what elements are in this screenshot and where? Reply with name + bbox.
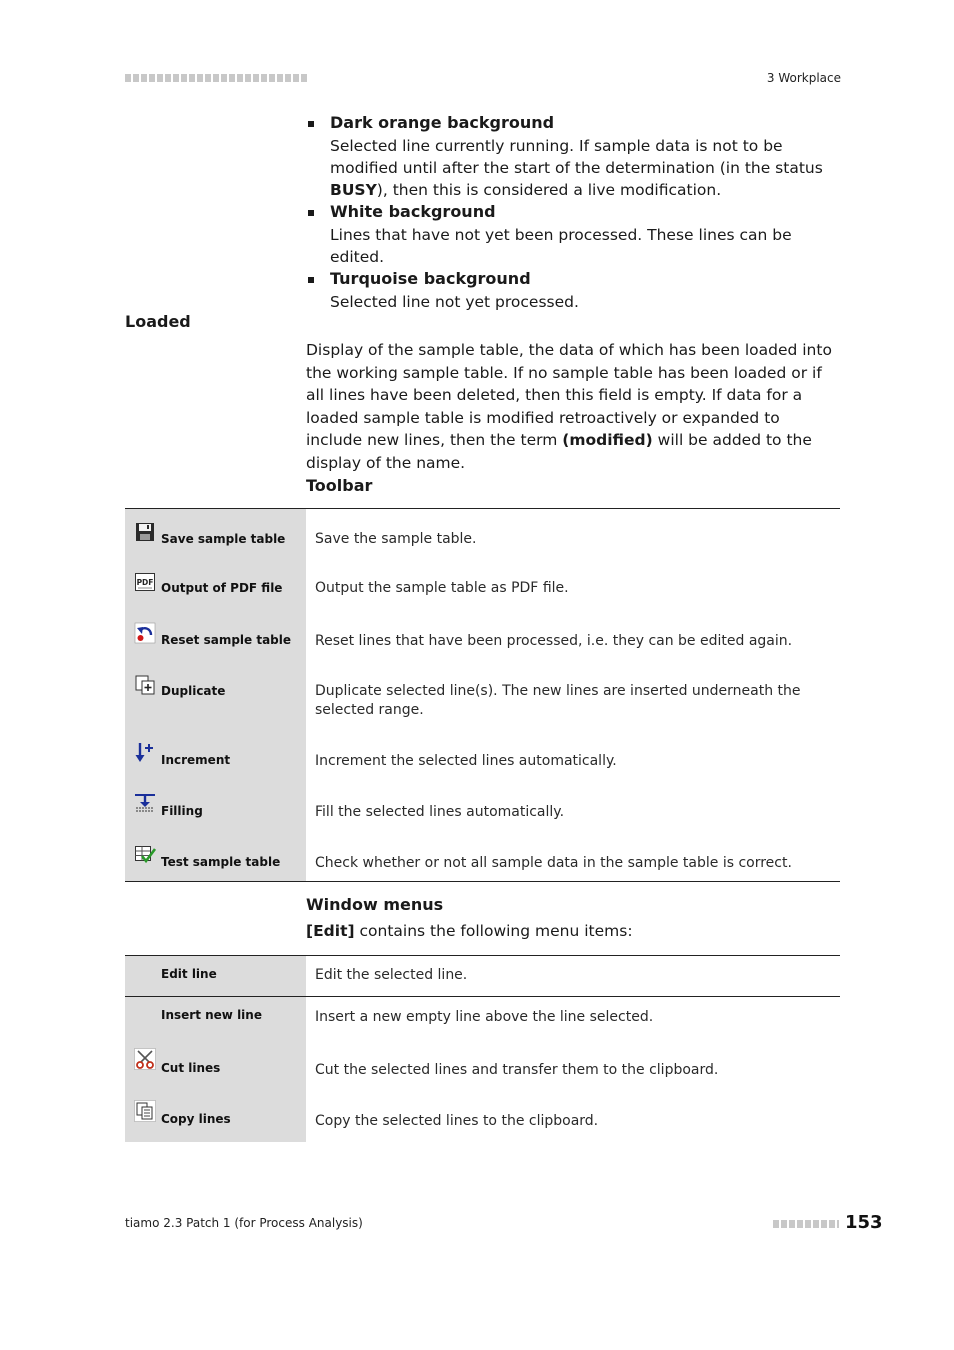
filling-icon [134, 792, 156, 814]
loaded-description: Display of the sample table, the data of which has been loaded into the working sample table. If no sample table has been loaded or if all lines have been deleted, then this field is empty. If data for a loaded sample table is modified retroactively or expanded to include new lines, then the term (modified) will be added to the display of the name. [306, 341, 832, 472]
svg-text:PDF: PDF [136, 578, 154, 587]
toolbar-item-label: Filling [161, 804, 203, 818]
loaded-heading: Loaded [125, 312, 191, 331]
list-item [306, 268, 846, 313]
table-cell-desc: Increment the selected lines automatically. [315, 753, 617, 769]
toolbar-item-label: Duplicate [161, 684, 226, 698]
menu-item-label: Cut lines [161, 1061, 221, 1075]
list-item-desc: Selected line not yet processed. [330, 292, 579, 311]
table-cell-label [125, 731, 306, 782]
table-row [125, 997, 840, 1042]
table-cell-desc: Copy the selected lines to the clipboard. [315, 1113, 599, 1129]
table-row [125, 611, 840, 663]
list-item [306, 201, 846, 268]
menu-item-label: Copy lines [161, 1112, 231, 1126]
save-icon [134, 521, 156, 543]
table-row [125, 782, 840, 833]
footer-decoration [773, 1220, 839, 1228]
table-row [125, 1092, 840, 1142]
menu-items-table [125, 955, 840, 1142]
table-cell-label [125, 560, 306, 611]
table-cell-label [125, 833, 306, 882]
bullet-icon [308, 121, 314, 127]
page-number: 153 [845, 1212, 883, 1233]
toolbar-item-label: Increment [161, 753, 231, 767]
table-cell-label [125, 956, 306, 997]
status-list [306, 112, 846, 313]
pdf-icon [134, 571, 156, 593]
menu-item-label: Insert new line [161, 1008, 262, 1022]
window-menus-heading: Window menus [306, 895, 444, 914]
bullet-icon [308, 277, 314, 283]
menu-item-label: Edit line [161, 967, 217, 981]
chapter-title: 3 Workplace [766, 71, 841, 85]
copy-icon [134, 1100, 156, 1122]
bullet-icon [308, 210, 314, 216]
toolbar-table [125, 508, 840, 882]
list-item-desc: Selected line currently running. If sample data is not to be modified until after the start of the determination (in the status BUSY), then this is considered a live modification. [330, 136, 823, 200]
table-row [125, 560, 840, 611]
table-row [125, 509, 840, 561]
header-decoration [125, 74, 307, 82]
table-cell-label [125, 611, 306, 663]
table-cell-desc: Reset lines that have been processed, i.e. they can be edited again. [315, 633, 793, 649]
table-cell-label [125, 509, 306, 561]
table-cell-label [125, 1041, 306, 1092]
list-item-desc: Lines that have not yet been processed. These lines can be edited. [330, 225, 792, 267]
table-cell-label [125, 1092, 306, 1142]
list-item-title: Turquoise background [330, 269, 531, 289]
list-item-title: White background [330, 202, 496, 222]
table-row [125, 731, 840, 782]
footer-product: tiamo 2.3 Patch 1 (for Process Analysis) [125, 1216, 363, 1230]
reset-icon [134, 622, 156, 644]
toolbar-item-label: Output of PDF file [161, 581, 283, 595]
list-item [306, 112, 846, 201]
table-row [125, 833, 840, 882]
table-cell-label [125, 663, 306, 731]
toolbar-item-label: Test sample table [161, 855, 281, 869]
table-cell-desc: Insert a new empty line above the line selected. [315, 1009, 654, 1025]
table-row [125, 956, 840, 997]
toolbar-heading: Toolbar [306, 476, 373, 495]
scissors-icon [134, 1048, 156, 1070]
toolbar-item-label: Save sample table [161, 532, 286, 546]
duplicate-icon [134, 674, 156, 696]
table-cell-desc: Edit the selected line. [306, 956, 840, 997]
table-cell-desc: Check whether or not all sample data in the sample table is correct. [315, 855, 792, 871]
table-cell-desc: Duplicate selected line(s). The new lines are inserted underneath the selected range. [315, 683, 801, 718]
list-item-title: Dark orange background [330, 113, 555, 132]
test-icon [134, 843, 156, 865]
toolbar-item-label: Reset sample table [161, 633, 292, 647]
window-menus-intro: [Edit] contains the following menu items: [306, 922, 633, 940]
table-cell-desc: Fill the selected lines automatically. [315, 804, 565, 820]
table-row [125, 663, 840, 731]
table-cell-label [125, 997, 306, 1042]
increment-icon [134, 741, 156, 763]
table-cell-desc: Save the sample table. [315, 531, 477, 547]
table-row [125, 1041, 840, 1092]
table-cell-desc: Output the sample table as PDF file. [315, 580, 569, 596]
table-cell-label [125, 782, 306, 833]
table-cell-desc: Cut the selected lines and transfer them to the clipboard. [315, 1062, 719, 1078]
